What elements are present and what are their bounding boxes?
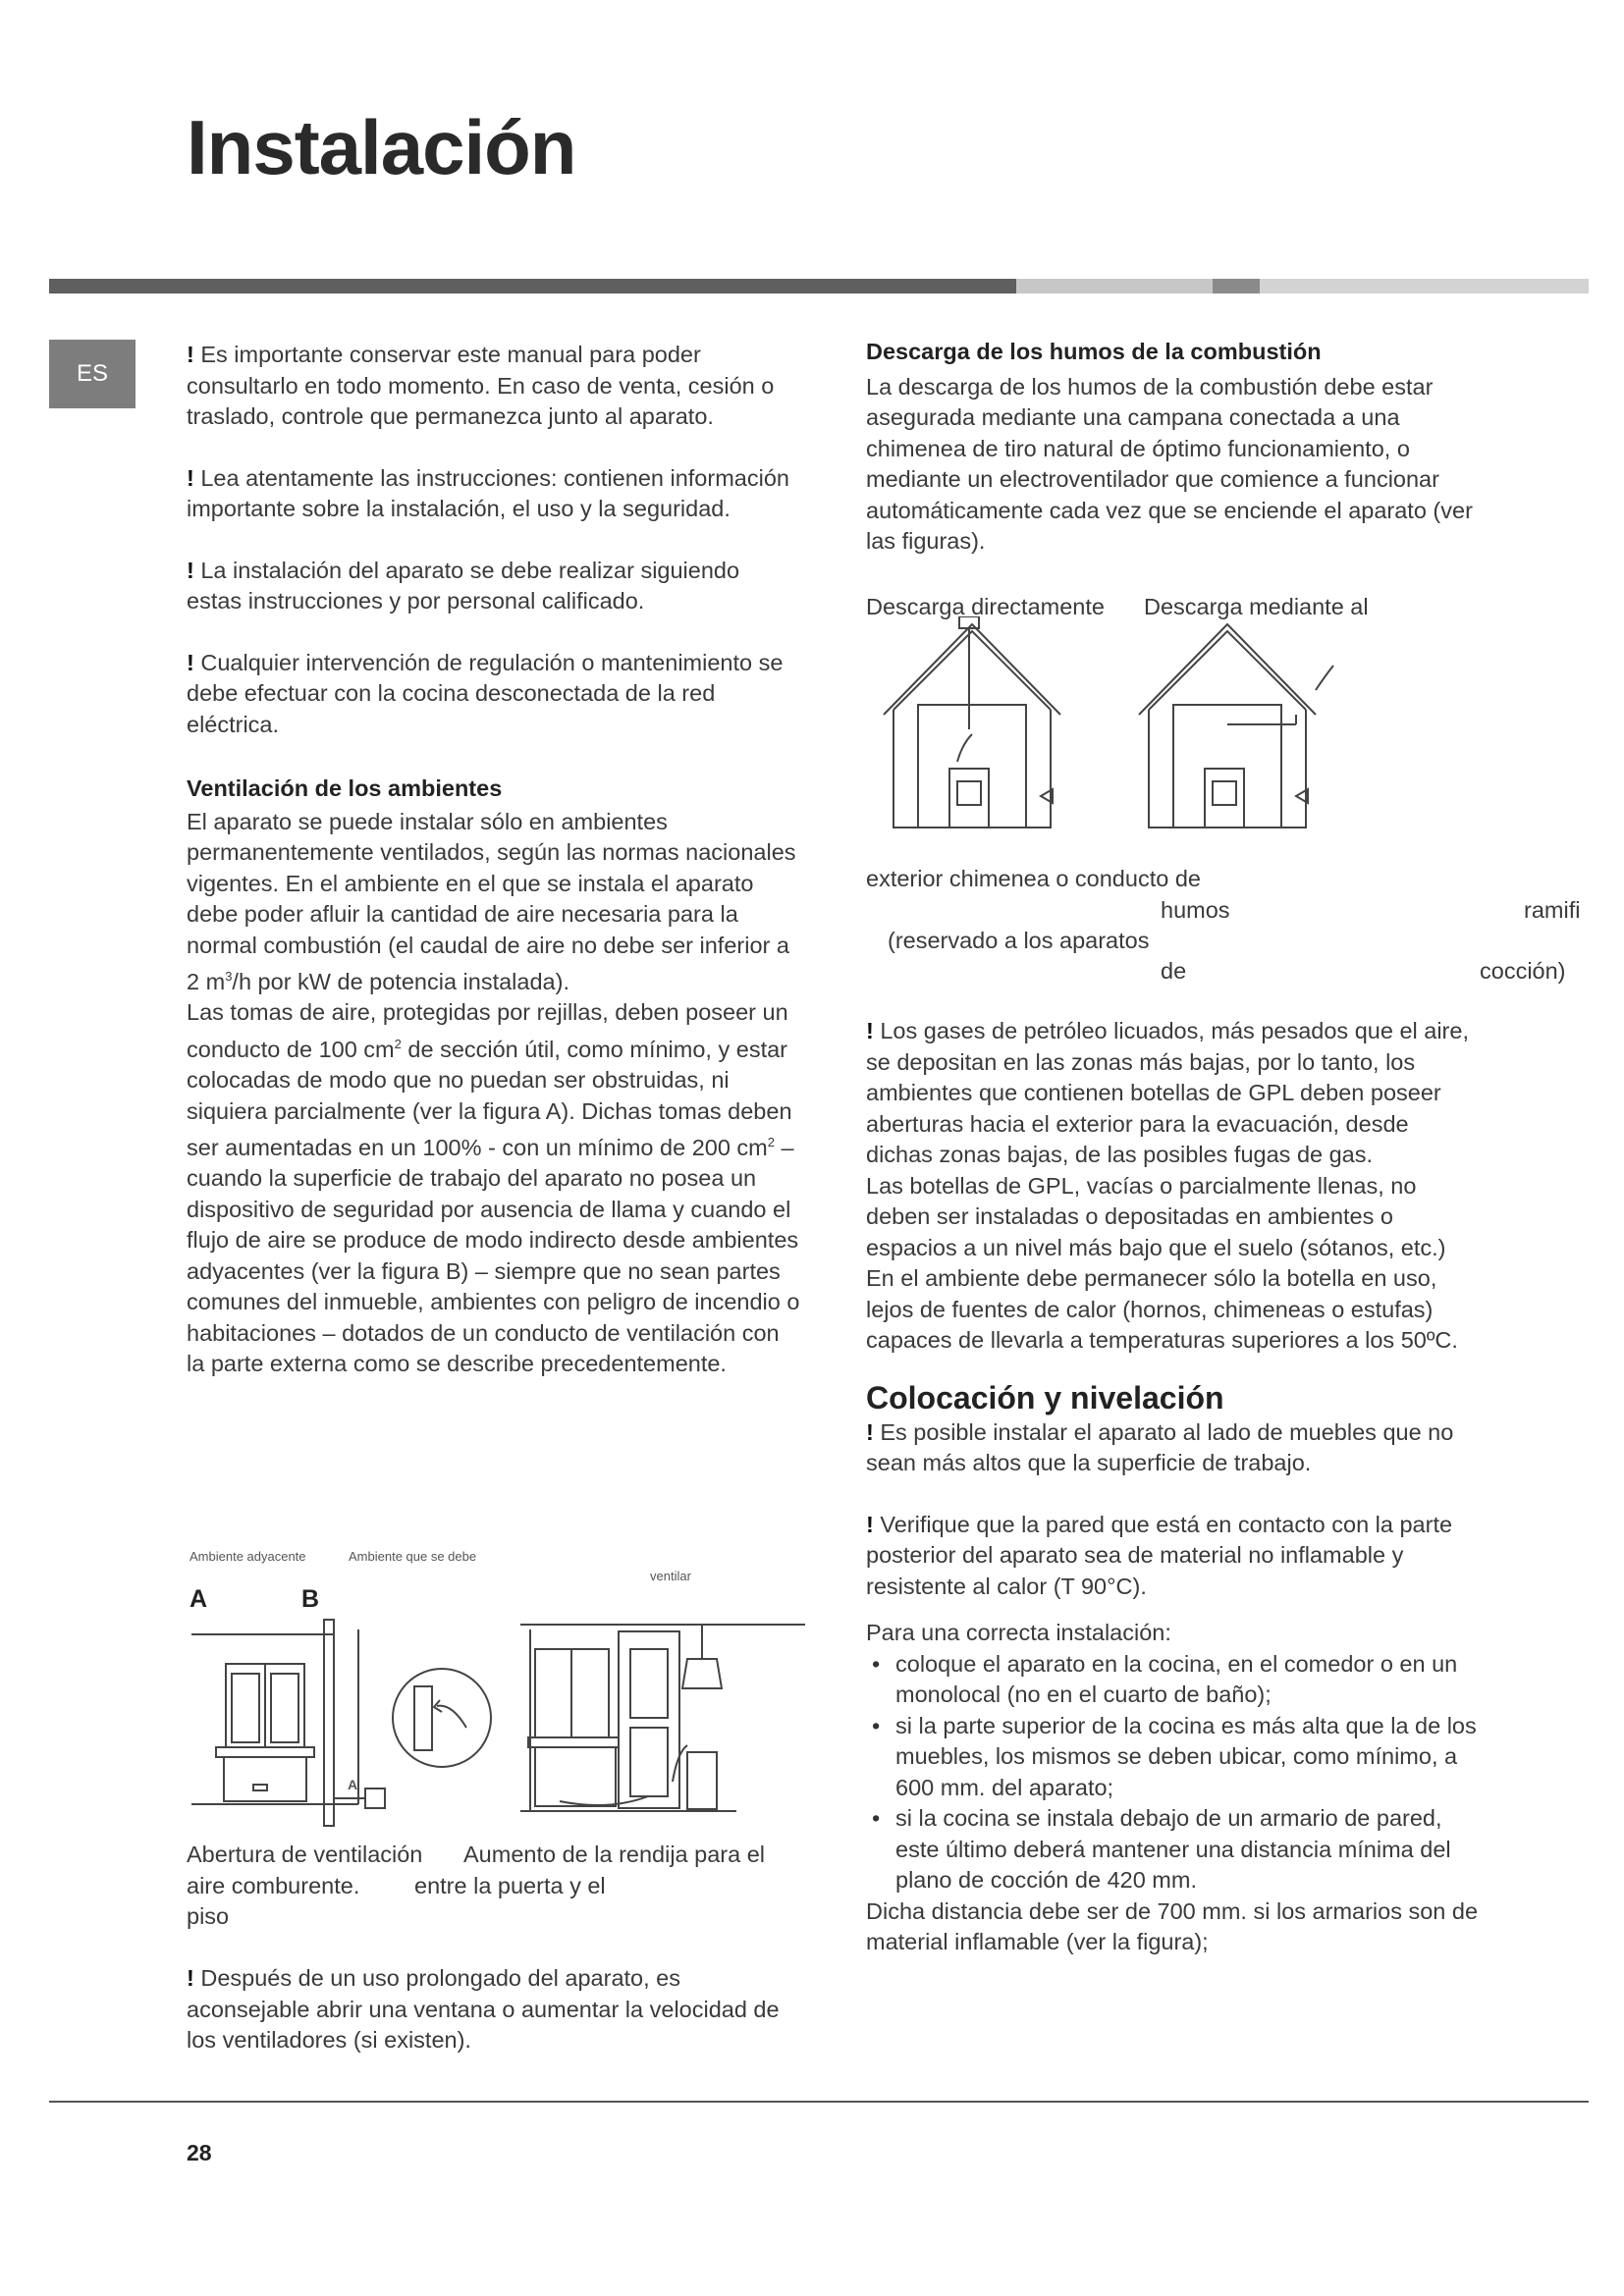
warning-bang: ! <box>866 1018 874 1043</box>
ventilacion-paragraph <box>187 807 800 998</box>
para-text: Para una correcta instalación: <box>866 1620 1171 1645</box>
list-item: • si la parte superior de la cocina es más alta que la de los muebles, los mismos se deben ubicar, como mínimo, a 600 mm. del aparato; <box>895 1711 1480 1804</box>
descarga-text: La descarga de los humos de la combustión debe estar asegurada mediante una campana conectada a una chimenea de tiro natural de óptimo funcionamiento, o mediante un electroventilador que comience a funcionar automáticamente cada vez que se enciende el aparato (ver las figuras). <box>866 373 1473 554</box>
bottom-rule <box>49 2101 1589 2103</box>
caption-text: exterior chimenea o conducto de <box>866 866 1201 891</box>
caption-text: aire comburente. <box>187 1872 360 1898</box>
ventilacion-heading: Ventilación de los ambientes <box>187 775 503 801</box>
header-bar-mid <box>1213 279 1260 294</box>
note-disconnect <box>187 648 800 741</box>
oven-door <box>957 781 981 805</box>
wall-block <box>224 1757 306 1801</box>
note-ventilate <box>187 1963 800 2056</box>
caption-b <box>414 1840 817 1901</box>
stove-icon <box>949 769 989 828</box>
note-read-instructions <box>187 463 800 525</box>
stove-icon <box>687 1752 717 1809</box>
room-box <box>918 705 1026 828</box>
detail-wall <box>414 1686 432 1750</box>
warning-bang: ! <box>866 1511 874 1537</box>
superscript: 2 <box>767 1135 775 1150</box>
wall-section <box>324 1620 334 1826</box>
note-keep-manual <box>187 340 800 433</box>
text-run: El aparato se puede instalar sólo en ambientes permanentemente ventilados, según las normas nacionales vigentes. En el ambiente en el que se instala el aparato debe poder afluir la cantidad de aire necesaria para la normal combustión (el caudal de aire no debe ser inferior a 2 m <box>187 808 796 994</box>
door-panel <box>630 1728 668 1796</box>
roof-outer <box>884 624 1060 715</box>
note-text: Lea atentamente las instrucciones: contienen información importante sobre la instalación, el uso y la seguridad. <box>187 464 789 521</box>
page-number: 28 <box>187 2140 212 2165</box>
page-title: Instalación <box>187 104 576 190</box>
warning-bang: ! <box>187 342 194 367</box>
airflow-arrow-b-icon <box>560 1796 648 1805</box>
colocacion-heading: Colocación y nivelación <box>866 1379 1224 1415</box>
right-column-bottom <box>866 1016 1480 1958</box>
note-furniture <box>866 1417 1480 1479</box>
fig-label-ventilar: Ambiente que se debe <box>349 1549 477 1564</box>
oven-door-2 <box>1213 781 1236 805</box>
window-sill-b <box>528 1737 619 1747</box>
exhaust-figure <box>864 616 1335 862</box>
fig-small-a: A <box>348 1777 358 1792</box>
ventilacion-paragraph-2 <box>187 997 800 1380</box>
caption-text: cocción) <box>1480 958 1566 984</box>
list-item: • si la cocina se instala debajo de un armario de pared, este último deberá mantener una distancia mínima del plano de cocción de 420 mm. <box>895 1803 1480 1896</box>
caption-text: de <box>1161 958 1187 984</box>
caption-a <box>187 1840 442 1933</box>
text-run: /h por kW de potencia instalada). <box>232 968 569 994</box>
caption-text: Abertura de ventilación <box>187 1842 423 1867</box>
note-text: Después de un uso prolongado del aparato, es aconsejable abrir una ventana o aumentar la velocidad de los ventiladores (si existen). <box>187 1965 780 2053</box>
gpl-text-2: Las botellas de GPL, vacías o parcialmente llenas, no deben ser instaladas o depositadas en ambientes o espacios a un nivel más bajo que el suelo (sótanos, etc.) En el ambiente debe permanecer sólo la botella en uso, lejos de fuentes de calor (hornos, chimeneas o estufas) capaces de llevarla a temperaturas superiores a los 50ºC. <box>866 1172 1458 1353</box>
header-bar-dark <box>49 279 1016 294</box>
hood-icon <box>682 1659 722 1688</box>
fig-letter-b: B <box>301 1585 320 1613</box>
warning-bang: ! <box>187 649 194 675</box>
fig-label-hood: Descarga mediante al <box>1144 594 1369 619</box>
dicha-text: Dicha distancia debe ser de 700 mm. si los armarios son de material inflamable (ver la figura); <box>866 1897 1479 1954</box>
vent-grille <box>253 1785 267 1790</box>
note-text: La instalación del aparato se debe realizar siguiendo estas instrucciones y por personal calificado. <box>187 557 740 614</box>
note-text: Verifique que la pared que está en contacto con la parte posterior del aparato sea de material no inflamable y resistente al calor (T 90°C). <box>866 1511 1453 1599</box>
window-pane <box>232 1674 259 1742</box>
caption-text: humos <box>1161 896 1230 923</box>
roof-icon <box>893 631 1051 710</box>
exhaust-arrow-icon <box>1316 666 1333 690</box>
stove-icon-2 <box>1205 769 1244 828</box>
note-wall <box>866 1510 1480 1603</box>
detail-circle <box>393 1669 491 1767</box>
note-text: Es posible instalar el aparato al lado de muebles que no sean más altos que la superficie de trabajo. <box>866 1418 1454 1475</box>
airflow-arrow-icon <box>437 1706 466 1728</box>
caption-text: Aumento de la rendija para el <box>463 1842 766 1867</box>
caption-text: piso <box>187 1903 230 1929</box>
language-tab: ES <box>49 340 135 408</box>
fig-label-ventilar-2: ventilar <box>650 1569 691 1583</box>
superscript: 3 <box>225 969 233 984</box>
note-qualified-installer <box>187 556 800 617</box>
list-item: • coloque el aparato en la cocina, en el comedor o en un monolocal (no en el cuarto de baño); <box>895 1649 1480 1711</box>
window-pane <box>271 1674 298 1742</box>
header-bar-light-2 <box>1260 279 1589 294</box>
wall-block-b <box>535 1747 616 1806</box>
caption-text: ramifi <box>1524 896 1581 923</box>
roof-outer-2 <box>1139 624 1316 715</box>
warning-bang: ! <box>187 1965 194 1991</box>
note-text: Cualquier intervención de regulación o mantenimiento se debe efectuar con la cocina desconectada de la red eléctrica. <box>187 649 784 737</box>
roof-icon-2 <box>1149 631 1306 710</box>
installation-list <box>866 1649 1480 1896</box>
ventilation-figure <box>187 1610 805 1836</box>
door-icon <box>619 1631 679 1808</box>
text-run: – cuando la superficie de trabajo del aparato no posea un dispositivo de seguridad por ausencia de llama y cuando el flujo de aire se produce de modo indirecto desde ambientes adyacentes (ver la figura B) – siempre que no sean partes comunes del inmueble, ambientes con peligro de incendio o habitaciones – dotados de un conducto de ventilación con la parte externa como se describe precedentemente. <box>187 1134 800 1377</box>
descarga-heading: Descarga de los humos de la combustión <box>866 339 1322 364</box>
right-column-top <box>866 337 1480 558</box>
note-text: Los gases de petróleo licuados, más pesados que el aire, se depositan en las zonas más bajas, por lo tanto, los ambientes que contienen botellas de GPL deben poseer aberturas hacia el exterior para la evacuación, desde dichas zonas bajas, de las posibles fugas de gas. <box>866 1018 1469 1167</box>
smoke-icon <box>957 734 972 762</box>
text-run: de sección útil, como mínimo, y estar colocadas de modo que no puedan ser obstruidas, ni siquiera parcialmente (ver la figura A). Dichas tomas deben ser aumentadas en un 100% - con un mínimo de 200 cm <box>187 1036 792 1160</box>
fig-label-direct: Descarga directamente <box>866 594 1105 619</box>
door-panel <box>630 1649 668 1718</box>
note-text: Es importante conservar este manual para poder consultarlo en todo momento. En caso de venta, cesión o traslado, controle que permanezca junto al aparato. <box>187 342 775 429</box>
room-box-2 <box>1173 705 1281 828</box>
exhaust-captions <box>866 864 1593 987</box>
caption-text: entre la puerta y el <box>414 1872 606 1898</box>
window-sill <box>216 1747 314 1757</box>
fig-letter-a: A <box>189 1585 208 1613</box>
superscript: 2 <box>394 1036 402 1051</box>
vent-opening <box>365 1789 385 1808</box>
fig-label-adyacente: Ambiente adyacente <box>189 1549 306 1564</box>
header-bar-light <box>1016 279 1213 294</box>
note-gpl <box>866 1016 1480 1171</box>
left-column <box>187 340 800 1380</box>
warning-bang: ! <box>866 1418 874 1445</box>
warning-bang: ! <box>187 557 194 583</box>
text-run: Las tomas de aire, protegidas por rejillas, deben poseer un conducto de 100 cm <box>187 999 788 1062</box>
warning-bang: ! <box>187 464 194 491</box>
caption-text: (reservado a los aparatos <box>888 927 1150 953</box>
